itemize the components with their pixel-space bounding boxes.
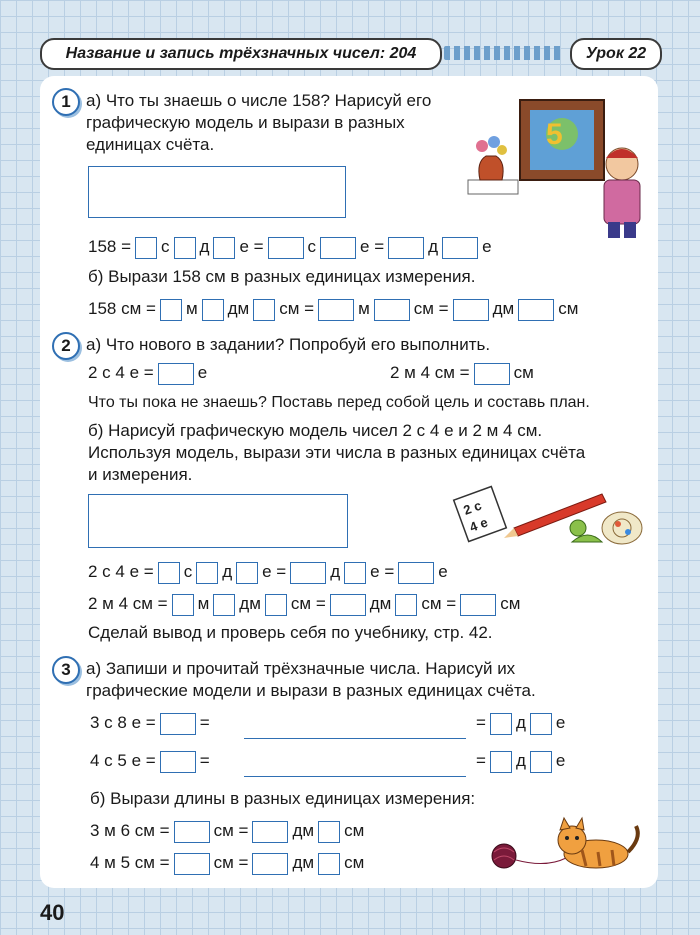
task3-r2 [90, 750, 210, 773]
answer-box[interactable] [344, 562, 366, 584]
answer-box[interactable] [320, 237, 356, 259]
answer-box[interactable] [252, 821, 288, 843]
header [40, 38, 660, 68]
topic-title: Название и запись трёхзначных чисел: 204 [40, 38, 442, 70]
task2-model-box[interactable] [88, 494, 348, 548]
task3-a-line2: графические модели и вырази в разных единицах счёта. [86, 681, 536, 700]
answer-box[interactable] [318, 853, 340, 875]
unit-label: е [555, 713, 566, 732]
task3-l1-lead: 3 м 6 см = [90, 821, 170, 840]
answer-box[interactable] [290, 562, 326, 584]
unit-label: дм [292, 821, 315, 840]
task3-l2-lead: 4 м 5 см = [90, 853, 170, 872]
unit-label: е = [262, 562, 287, 581]
task1-model-box[interactable] [88, 166, 346, 218]
answer-box[interactable] [160, 713, 196, 735]
unit-label: дм [292, 853, 315, 872]
answer-box[interactable] [174, 853, 210, 875]
answer-line[interactable] [244, 776, 466, 777]
task1-row1-lead: 158 = [88, 237, 132, 256]
task2-a-text: а) Что нового в задании? Попробуй его выполнить. [86, 335, 491, 354]
answer-box[interactable] [395, 594, 417, 616]
answer-box[interactable] [213, 594, 235, 616]
answer-box[interactable] [253, 299, 275, 321]
answer-box[interactable] [398, 562, 434, 584]
answer-box[interactable] [490, 751, 512, 773]
card-text-line: 2 с [461, 497, 484, 518]
unit-label: см [500, 594, 521, 613]
unit-label: е = [360, 237, 385, 256]
task2-goal-text: Что ты пока не знаешь? Поставь перед собой цель и составь план. [88, 394, 590, 411]
unit-label: е [555, 751, 566, 770]
answer-box[interactable] [518, 299, 554, 321]
answer-box[interactable] [460, 594, 496, 616]
unit-label: д [428, 237, 439, 256]
unit-label: м [358, 299, 370, 318]
unit-label: см = [279, 299, 315, 318]
task1-row2-lead: 158 см = [88, 299, 156, 318]
unit-label: дм [227, 299, 250, 318]
answer-box[interactable] [318, 299, 354, 321]
answer-box[interactable] [135, 237, 157, 259]
answer-box[interactable] [474, 363, 510, 385]
task2-row1-lead: 2 с 4 е = [88, 562, 154, 581]
unit-label: см [344, 853, 365, 872]
unit-label: с [161, 237, 170, 256]
unit-label: см = [213, 821, 249, 840]
unit-label: д [199, 237, 210, 256]
unit-label: дм [239, 594, 261, 613]
header-stripe [444, 46, 564, 60]
unit-label: м [185, 299, 198, 318]
task2-eq2-lead: 2 м 4 см = [390, 363, 470, 382]
equals-sign: = [476, 713, 486, 732]
lesson-label: Урок 22 [570, 38, 662, 70]
unit-label: с [183, 562, 193, 581]
page-number: 40 [40, 900, 65, 925]
task3-l2 [90, 852, 364, 875]
task2-eq2 [390, 362, 534, 385]
unit-label: см [344, 821, 365, 840]
answer-box[interactable] [160, 751, 196, 773]
answer-box[interactable] [490, 713, 512, 735]
answer-box[interactable] [160, 299, 182, 321]
answer-box[interactable] [202, 299, 224, 321]
unit-label: д [515, 713, 526, 732]
task3-r1-lead: 3 с 8 е = [90, 713, 156, 732]
answer-box[interactable] [453, 299, 489, 321]
task2-eq1-lead: 2 с 4 е = [88, 363, 154, 382]
task1-row2 [88, 298, 578, 321]
answer-box[interactable] [318, 821, 340, 843]
task1-a-line2: графическую модель и вырази в разных [86, 113, 405, 132]
answer-box[interactable] [530, 751, 552, 773]
answer-box[interactable] [158, 562, 180, 584]
answer-box[interactable] [330, 594, 366, 616]
answer-box[interactable] [442, 237, 478, 259]
answer-box[interactable] [196, 562, 218, 584]
equals-sign: = [476, 751, 486, 770]
answer-box[interactable] [213, 237, 235, 259]
answer-box[interactable] [252, 853, 288, 875]
unit-label: д [515, 751, 526, 770]
task2-b-line2: Используя модель, вырази эти числа в разных единицах счёта [88, 443, 586, 462]
task1-b-text: б) Вырази 158 см в разных единицах измерения. [88, 267, 476, 286]
task3-b-text: б) Вырази длины в разных единицах измерения: [90, 789, 476, 808]
task2-b-line1: б) Нарисуй графическую модель чисел 2 с 4 е и 2 м 4 см. [88, 421, 543, 440]
task3-l1 [90, 820, 364, 843]
unit-label: дм [492, 299, 515, 318]
task2-row2 [88, 593, 520, 616]
unit-label: см [513, 363, 534, 382]
unit-label: с [307, 237, 317, 256]
answer-box[interactable] [174, 237, 196, 259]
unit-label: е [438, 562, 448, 581]
answer-box[interactable] [388, 237, 424, 259]
painting-boy-illustration [462, 92, 652, 240]
answer-box[interactable] [265, 594, 287, 616]
task2-eq1 [88, 362, 207, 385]
task2-b-line3: и измерения. [88, 465, 193, 484]
unit-label: е [197, 363, 208, 382]
answer-box[interactable] [158, 363, 194, 385]
unit-label: е [482, 237, 492, 256]
unit-label: см [558, 299, 579, 318]
unit-label: м [197, 594, 210, 613]
svg-text:5: 5 [546, 118, 563, 151]
task3-r1-tail [476, 712, 565, 735]
unit-label: см = [413, 299, 449, 318]
task1-a-line3: единицах счёта. [86, 135, 215, 154]
task3-r1 [90, 712, 210, 735]
task2-row2-lead: 2 м 4 см = [88, 594, 168, 613]
task1-row1 [88, 236, 492, 259]
unit-label: е = [239, 237, 264, 256]
task1-a-line1: а) Что ты знаешь о числе 158? Нарисуй его [86, 91, 432, 110]
unit-label: д [222, 562, 233, 581]
answer-box[interactable] [172, 594, 194, 616]
answer-box[interactable] [174, 821, 210, 843]
svg-text:4 е: 4 е [467, 514, 490, 535]
unit-label: е = [370, 562, 395, 581]
task3-r2-lead: 4 с 5 е = [90, 751, 156, 770]
task2-conclusion: Сделай вывод и проверь себя по учебнику, стр. 42. [88, 623, 493, 642]
task3-a-line1: а) Запиши и прочитай трёхзначные числа. Нарисуй их [86, 659, 516, 678]
task-number-2: 2 [52, 332, 80, 360]
unit-label: см = [421, 594, 457, 613]
unit-label: см = [290, 594, 326, 613]
task-number-3: 3 [52, 656, 80, 684]
answer-line[interactable] [244, 738, 466, 739]
answer-box[interactable] [530, 713, 552, 735]
yarn-kitten-illustration [486, 814, 646, 876]
equals-sign: = [199, 751, 210, 770]
unit-label: см = [213, 853, 249, 872]
task2-row1 [88, 561, 448, 584]
pencil-snail-illustration [452, 484, 652, 550]
task-number-1: 1 [52, 88, 80, 116]
task3-r2-tail [476, 750, 565, 773]
answer-box[interactable] [268, 237, 304, 259]
answer-box[interactable] [374, 299, 410, 321]
answer-box[interactable] [236, 562, 258, 584]
unit-label: дм [369, 594, 392, 613]
equals-sign: = [199, 713, 210, 732]
unit-label: д [330, 562, 341, 581]
